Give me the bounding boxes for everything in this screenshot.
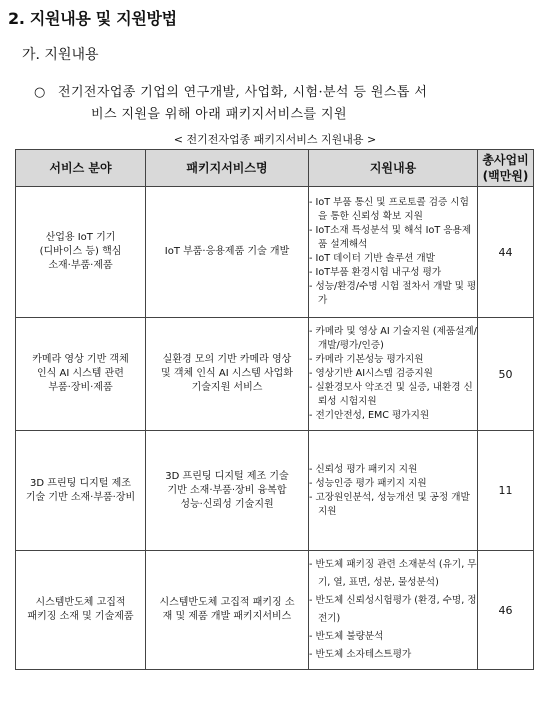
cell-support-content [309, 318, 478, 431]
cell-package-name-line: 성능·신뢰성 기술지원 [180, 498, 274, 510]
cell-package-name-line: 기반 소재·부품·장비 융복합 [167, 484, 287, 496]
cell-total-budget: 46 [478, 551, 534, 670]
cell-service-field-line: 기술 기반 소재·부품·장비 [25, 491, 136, 503]
cell-package-name [146, 187, 309, 318]
cell-total-budget: 11 [478, 431, 534, 551]
support-content-item: - 카메라 및 영상 AI 기술지원 (제품설계/개발/평가/인증) [309, 326, 477, 351]
support-content-item: - 반도체 신뢰성시험평가 (환경, 수명, 정전기) [309, 595, 477, 624]
cell-service-field [16, 187, 146, 318]
cell-package-name-line: 3D 프린팅 디지털 제조 기술 [165, 470, 289, 482]
support-content-item: - 반도체 소자테스트평가 [309, 649, 412, 660]
cell-service-field-line: 카메라 영상 기반 객체 [32, 354, 129, 365]
cell-package-name-line: 및 객체 인식 AI 시스템 사업화 [161, 368, 293, 379]
cell-service-field [16, 431, 146, 551]
cell-package-name-line: IoT 부품·응용제품 기술 개발 [164, 246, 290, 257]
cell-service-field-line: 시스템반도체 고집적 [35, 597, 126, 608]
bullet-circle-icon: ○ [34, 85, 46, 100]
table-header-row [16, 150, 534, 187]
subsection-title: 가. 지원내용 [22, 47, 99, 63]
support-content-item: - 카메라 기본성능 평가지원 [309, 354, 424, 365]
cell-package-name-line: 시스템반도체 고집적 패키징 소 [159, 597, 295, 608]
support-content-item: - IoT소재 특성분석 및 해석 IoT 응용제품 설계해석 [309, 225, 472, 250]
support-content-item: - 신뢰성 평가 패키지 지원 [309, 463, 418, 475]
header-total-budget-line1: 총사업비 [482, 153, 529, 167]
cell-service-field-line: 패키징 소재 및 기술제품 [27, 611, 134, 622]
cell-service-field [16, 318, 146, 431]
support-content-item: - 영상기반 AI시스템 검증지원 [309, 368, 433, 379]
cell-package-name [146, 551, 309, 670]
cell-package-name [146, 318, 309, 431]
cell-support-content [309, 187, 478, 318]
support-content-list [309, 463, 477, 519]
header-service-field: 서비스 분야 [16, 150, 146, 187]
support-content-item: - IoT 부품 통신 및 프로토콜 검증 시험을 통한 신뢰성 확보 지원 [309, 197, 469, 222]
header-total-budget-line2: (백만원) [482, 169, 529, 183]
cell-package-name-line: 기술지원 서비스 [191, 382, 263, 393]
cell-service-field-line: 3D 프린팅 디지털 제조 [30, 477, 131, 489]
support-content-item: - 반도체 불량분석 [309, 631, 384, 642]
section-title: 2. 지원내용 및 지원방법 [8, 9, 177, 28]
cell-total-budget: 50 [478, 318, 534, 431]
cell-package-name [146, 431, 309, 551]
cell-service-field-line: 산업용 IoT 기기 [45, 232, 116, 243]
support-content-item: - IoT 데이터 기반 솔루션 개발 [309, 253, 435, 264]
table-row [16, 551, 534, 670]
support-content-list [309, 325, 477, 423]
support-content-item: - 실환경모사 악조건 및 실증, 내환경 신뢰성 시험지원 [309, 382, 473, 407]
cell-package-name-line: 재 및 제품 개발 패키지서비스 [162, 611, 292, 622]
header-package-name: 패키지서비스명 [146, 150, 309, 187]
bullet-line-1: 전기전자업종 기업의 연구개발, 사업화, 시험·분석 등 원스톱 서 [58, 85, 428, 100]
cell-service-field [16, 551, 146, 670]
cell-service-field-line: (디바이스 등) 핵심 [39, 246, 122, 257]
table-row [16, 431, 534, 551]
cell-support-content [309, 551, 478, 670]
header-total-budget [478, 150, 534, 187]
cell-service-field-line: 인식 AI 시스템 관련 [37, 368, 124, 379]
table-row [16, 187, 534, 318]
cell-support-content [309, 431, 478, 551]
package-service-table [15, 149, 534, 670]
cell-total-budget: 44 [478, 187, 534, 318]
bullet-line-2: 비스 지원을 위해 아래 패키지서비스를 지원 [91, 107, 347, 122]
support-content-list [309, 196, 477, 308]
support-content-item: - IoT부품 환경시험 내구성 평가 [309, 267, 442, 278]
table-caption: < 전기전자업종 패키지서비스 지원내용 > [173, 133, 377, 146]
cell-package-name-line: 실환경 모의 기반 카메라 영상 [162, 354, 292, 365]
support-content-item: - 고장원인분석, 성능개선 및 공정 개발 지원 [309, 491, 470, 517]
cell-service-field-line: 부품·장비·제품 [48, 382, 113, 393]
header-support-content: 지원내용 [309, 150, 478, 187]
support-content-item: - 성능/환경/수명 시험 절차서 개발 및 평가 [309, 281, 477, 306]
cell-service-field-line: 소재·부품·제품 [48, 260, 113, 271]
support-content-item: - 성능인증 평가 패키지 지원 [309, 477, 427, 489]
support-content-list [309, 556, 477, 664]
table-row [16, 318, 534, 431]
support-content-item: - 전기안전성, EMC 평가지원 [309, 410, 430, 421]
support-content-item: - 반도체 패키징 관련 소재분석 (유기, 무기, 열, 표면, 성분, 물성분석) [309, 559, 477, 588]
